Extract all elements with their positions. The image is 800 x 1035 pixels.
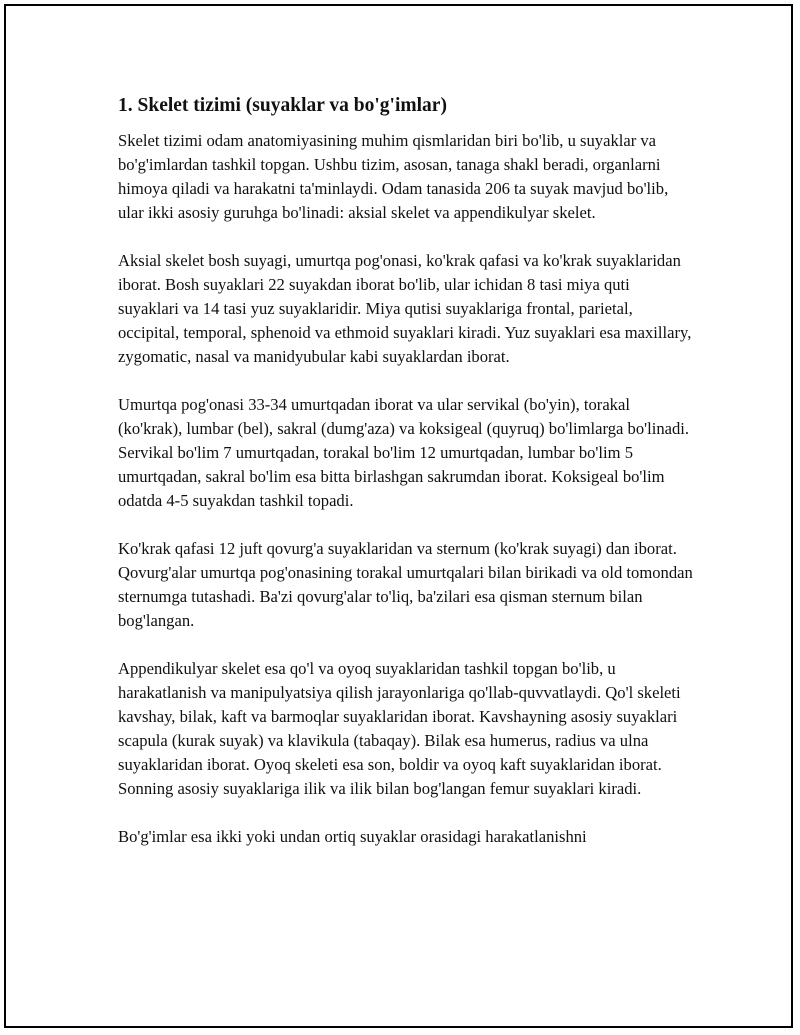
paragraph-vertebral-column: Umurtqa pog'onasi 33-34 umurtqadan iborat va ular servikal (bo'yin), torakal (ko'krak), lumbar (bel), sakral (dumg'aza) va koksigeal (quyruq) bo'limlarga bo'linadi. Servikal bo'lim 7 umurtqadan, torakal bo'lim 12 umurtqadan, lumbar bo'lim 5 umurtqadan, sakral bo'lim esa bitta birlashgan sakrumdan iborat. Koksigeal bo'lim odatda 4-5 suyakdan tashkil topadi. bbox=[118, 395, 690, 510]
paragraph-intro: Skelet tizimi odam anatomiyasining muhim qismlaridan biri bo'lib, u suyaklar va bo'g'imlardan tashkil topgan. Ushbu tizim, asosan, tanaga shakl beradi, organlarni himoya qiladi va harakatni ta'minlaydi. Odam tanasida 206 ta suyak mavjud bo'lib, ular ikki asosiy guruhga bo'linadi: aksial skelet va appendikulyar skelet. bbox=[118, 131, 669, 222]
document-body bbox=[118, 93, 693, 849]
paragraph-axial-skeleton: Aksial skelet bosh suyagi, umurtqa pog'onasi, ko'krak qafasi va ko'krak suyaklaridan iborat. Bosh suyaklari 22 suyakdan iborat bo'lib, ular ichidan 8 tasi miya quti suyaklari va 14 tasi yuz suyaklaridir. Miya qutisi suyaklariga frontal, parietal, occipital, temporal, sphenoid va ethmoid suyaklari kiradi. Yuz suyaklari esa maxillary, zygomatic, nasal va manidyubular kabi suyaklardan iborat. bbox=[118, 251, 692, 366]
paragraph-rib-cage: Ko'krak qafasi 12 juft qovurg'a suyaklaridan va sternum (ko'krak suyagi) dan iborat. Qovurg'alar umurtqa pog'onasining torakal umurtqalari bilan birikadi va old tomondan sternumga tutashadi. Ba'zi qovurg'alar to'liq, ba'zilari esa qisman sternum bilan bog'langan. bbox=[118, 539, 693, 630]
paragraph-joints: Bo'g'imlar esa ikki yoki undan ortiq suyaklar orasidagi harakatlanishni bbox=[118, 827, 587, 846]
section-title: 1. Skelet tizimi (suyaklar va bo'g'imlar) bbox=[118, 95, 447, 116]
paragraph-appendicular-skeleton: Appendikulyar skelet esa qo'l va oyoq suyaklaridan tashkil topgan bo'lib, u harakatlanish va manipulyatsiya qilish jarayonlariga qo'llab-quvvatlaydi. Qo'l skeleti kavshay, bilak, kaft va barmoqlar suyaklaridan iborat. Kavshayning asosiy suyaklari scapula (kurak suyak) va klavikula (tabaqay). Bilak esa humerus, radius va ulna suyaklaridan iborat. Oyoq skeleti esa son, boldir va oyoq kaft suyaklaridan iborat. Sonning asosiy suyaklariga ilik va ilik bilan bog'langan femur suyaklari kiradi. bbox=[118, 659, 681, 798]
